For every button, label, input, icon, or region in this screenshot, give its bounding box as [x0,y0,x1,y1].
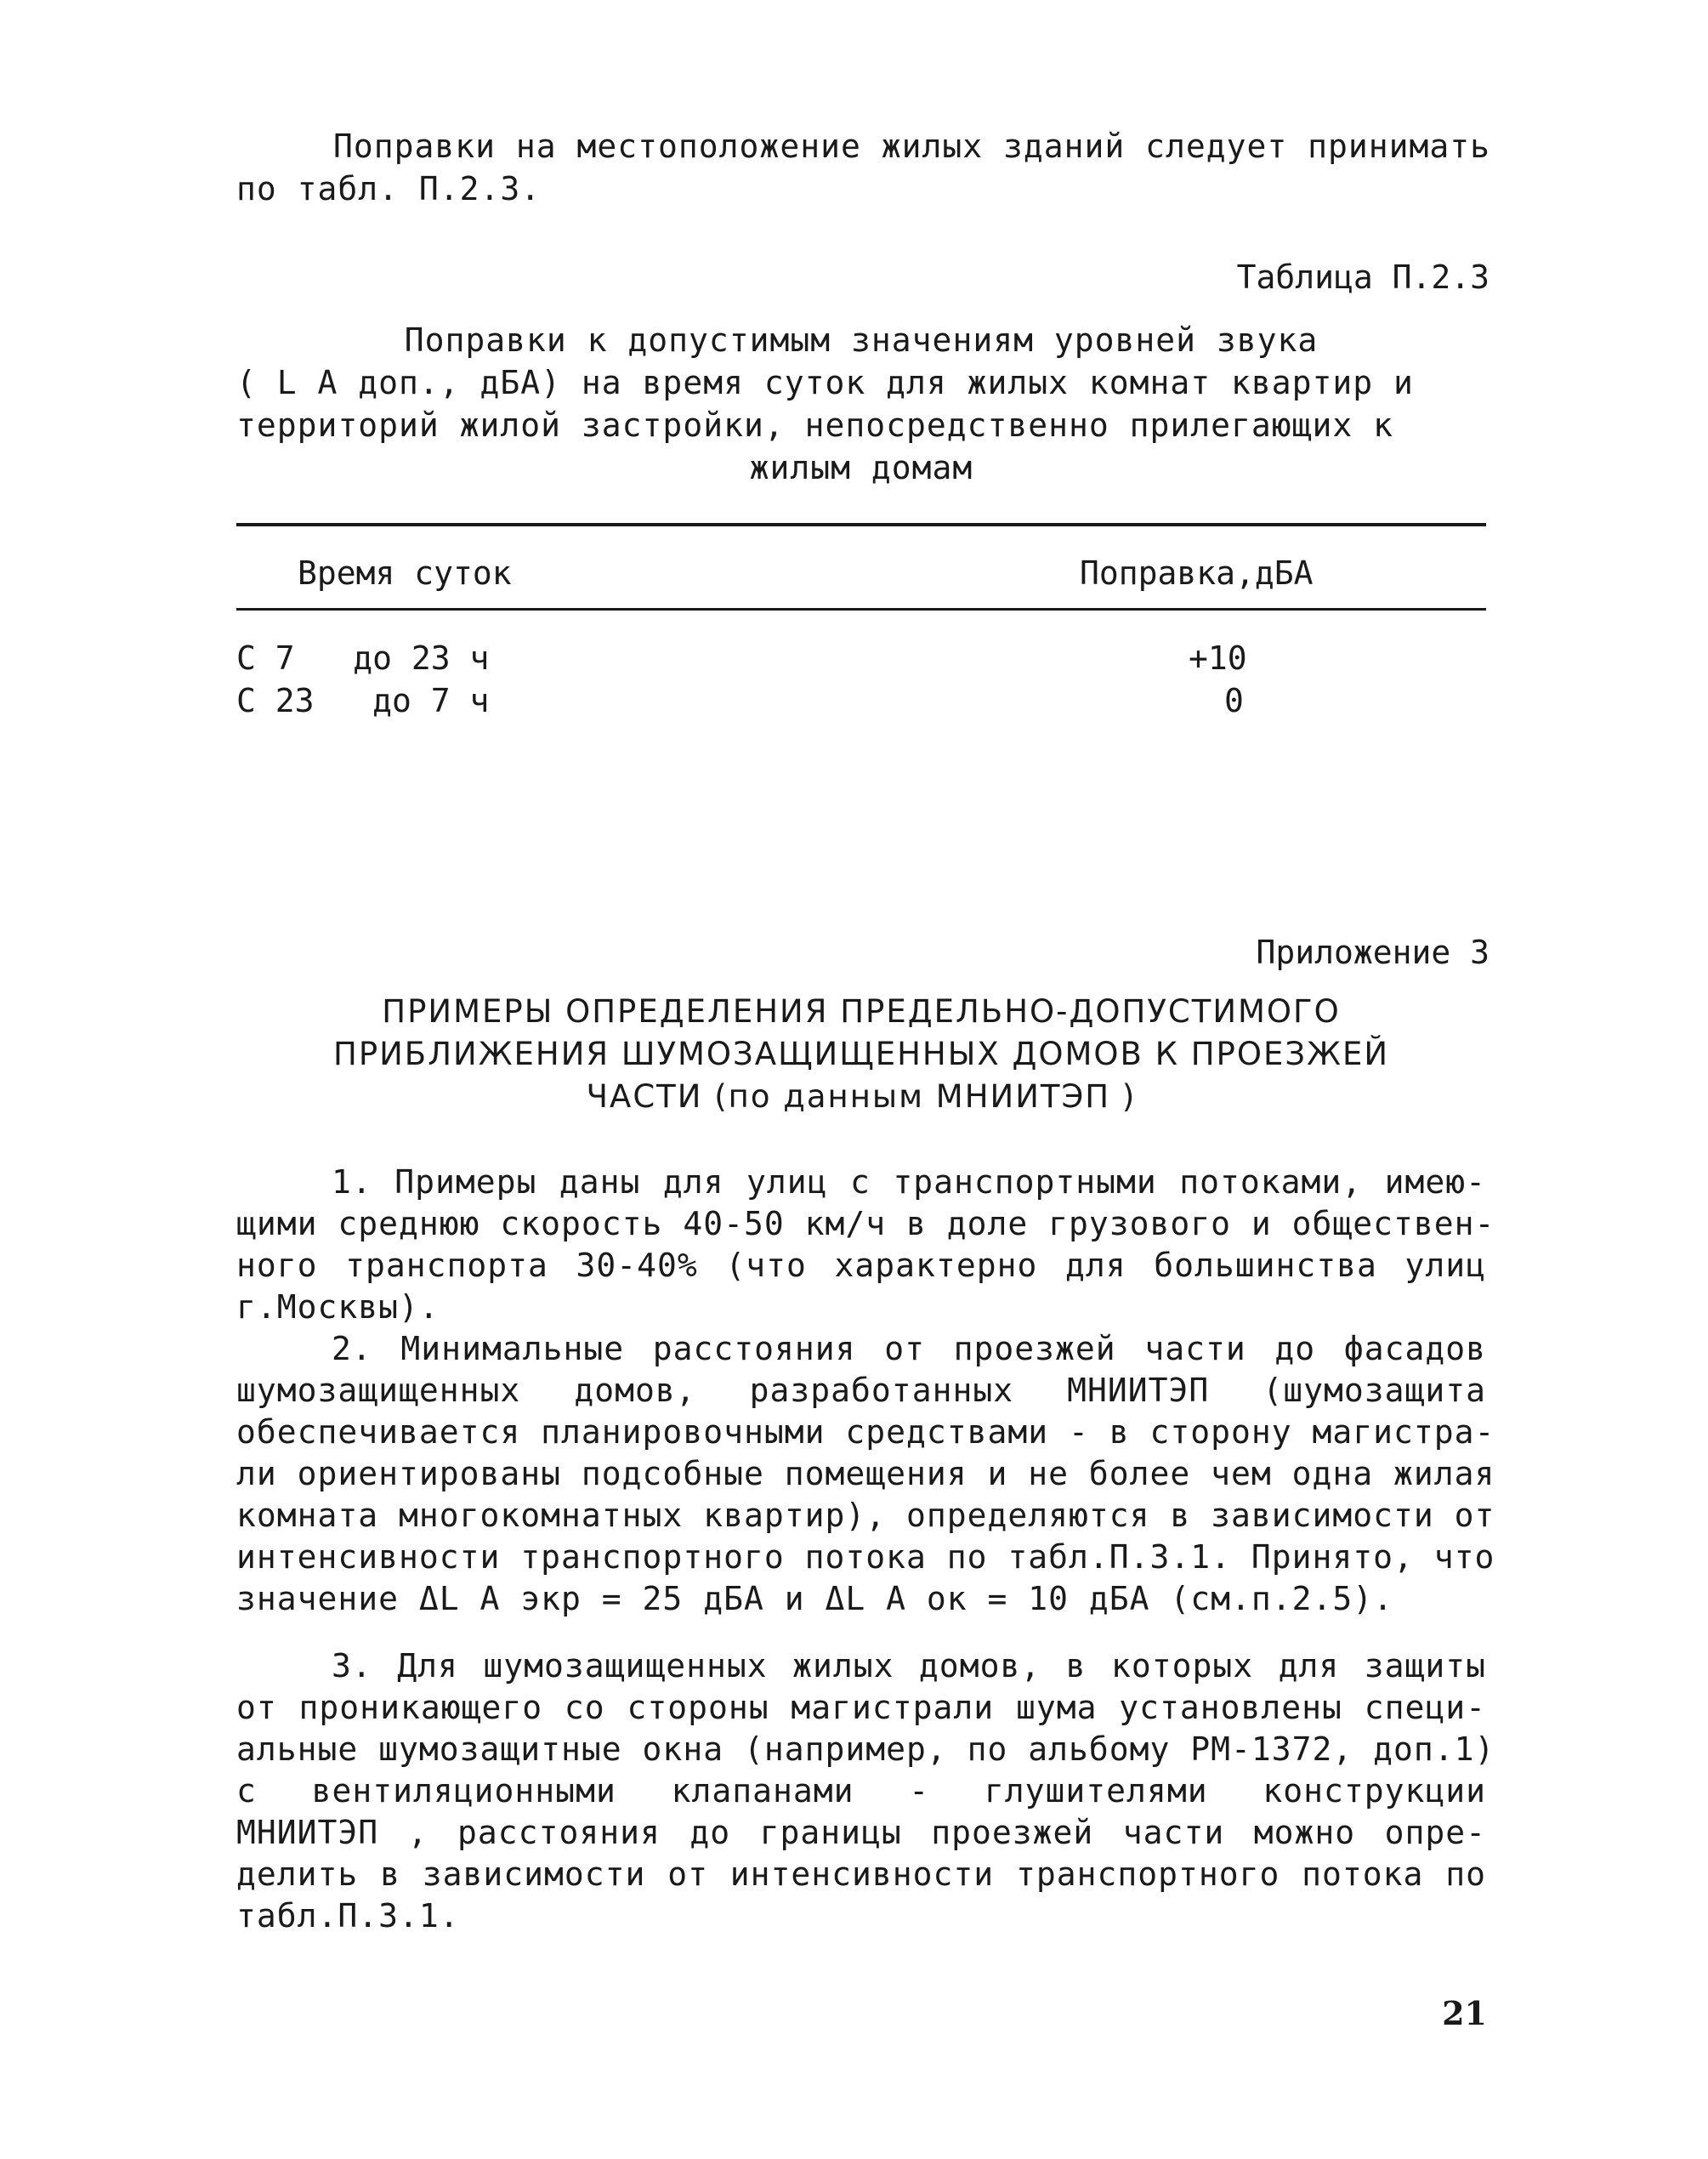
table-caption-line-1: Поправки к допустимым значениям уровней звука [404,321,1319,359]
paragraph-1-line: щими среднюю скорость 40-50 км/ч в доле грузового и обществен- [236,1205,1495,1242]
paragraph-3-line: с вентиляционными клапанами - глушителями конструкции [236,1772,1486,1810]
appendix-label: Приложение 3 [1256,934,1490,971]
paragraph-1-line: 1. Примеры даны для улиц с транспортными потоками, имею- [332,1163,1486,1201]
paragraph-3-line: делить в зависимости от интенсивности транспортного потока по [236,1855,1486,1893]
paragraph-2-line: шумозащищенных домов, разработанных МНИИТЭП (шумозащита [236,1372,1486,1409]
table-header-correction: Поправка,дБА [1080,554,1314,592]
intro-line-2: по табл. П.2.3. [236,170,542,207]
table-caption-line-2: ( L A доп., дБА) на время суток для жилых комнат квартир и [236,364,1414,401]
table-row-2-time: С 23 до 7 ч [236,682,490,719]
table-header-rule [236,608,1486,611]
table-header-time: Время суток [298,554,512,592]
appendix-heading-line-3: ЧАСТИ (по данным МНИИТЭП ) [586,1078,1137,1115]
paragraph-2-line: значение ΔL A экр = 25 дБА и ΔL A ок = 10 дБА (см.п.2.5). [236,1580,1394,1617]
paragraph-3-line: табл.П.3.1. [236,1897,460,1935]
table-caption-line-3: территорий жилой застройки, непосредственно прилегающих к [236,406,1394,444]
table-top-rule [236,523,1486,526]
paragraph-2-line: ли ориентированы подсобные помещения и не более чем одна жилая [236,1455,1495,1492]
paragraph-2 [236,1328,1495,1620]
page-number: 21 [1442,1994,1487,2032]
paragraph-2-line: комната многокомнатных квартир), определяются в зависимости от [236,1497,1495,1534]
table-caption-line-4: жилым домам [749,449,973,486]
paragraph-1-line: г.Москвы). [236,1288,440,1326]
table-row-1-time: С 7 до 23 ч [236,639,490,677]
intro-line-1: Поправки на местоположение жилых зданий следует принимать [333,128,1491,165]
appendix-heading-line-2: ПРИБЛИЖЕНИЯ ШУМОЗАЩИЩЕННЫХ ДОМОВ К ПРОЕЗЖЕЙ [333,1036,1389,1072]
paragraph-3-line: 3. Для шумозащищенных жилых домов, в которых для защиты [332,1647,1486,1685]
paragraph-1-line: ного транспорта 30-40% (что характерно для большинства улиц [236,1247,1486,1284]
paragraph-2-line: интенсивности транспортного потока по табл.П.3.1. Принято, что [236,1538,1495,1576]
paragraph-1 [236,1162,1495,1328]
table-label: Таблица П.2.3 [1236,259,1490,296]
appendix-heading-line-1: ПРИМЕРЫ ОПРЕДЕЛЕНИЯ ПРЕДЕЛЬНО-ДОПУСТИМОГО [382,993,1341,1030]
paragraph-3 [236,1645,1495,1937]
paragraph-2-line: обеспечивается планировочными средствами - в сторону магистра- [236,1413,1495,1451]
paragraph-2-line: 2. Минимальные расстояния от проезжей части до фасадов [332,1330,1486,1367]
table-row-2-correction: 0 [1224,682,1244,719]
paragraph-3-line: от проникающего со стороны магистрали шума установлены специ- [236,1689,1486,1726]
paragraph-3-line: МНИИТЭП , расстояния до границы проезжей части можно опре- [236,1814,1486,1851]
table-row-1-correction: +10 [1189,639,1247,677]
paragraph-3-line: альные шумозащитные окна (например, по альбому РМ-1372, доп.1) [236,1730,1495,1768]
